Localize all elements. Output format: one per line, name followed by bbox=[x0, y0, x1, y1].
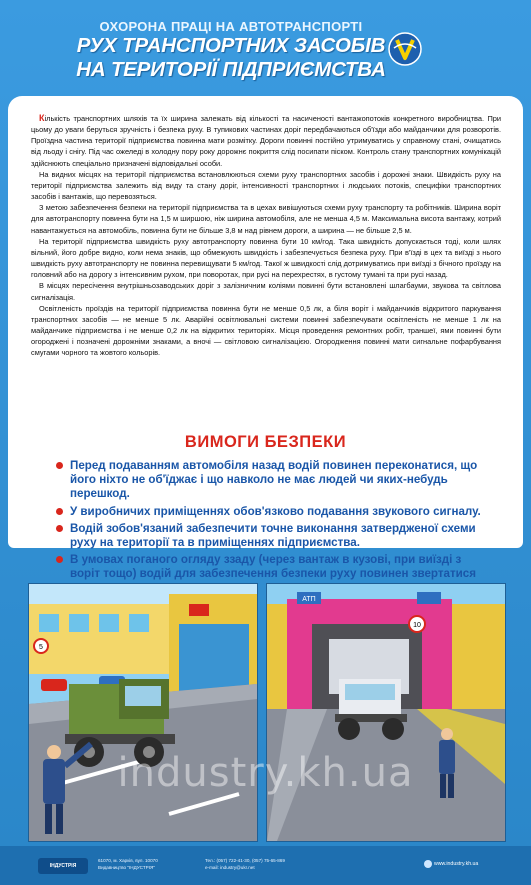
title-line-2: НА ТЕРИТОРІЇ ПІДПРИЄМСТВА bbox=[76, 58, 386, 81]
article-text bbox=[31, 113, 501, 358]
title-line-1: РУХ ТРАНСПОРТНИХ ЗАСОБІВ bbox=[76, 34, 386, 57]
globe-icon bbox=[424, 860, 432, 868]
emblem-icon bbox=[388, 32, 422, 66]
speed-sign-right: 10 bbox=[413, 622, 421, 629]
footer-website-link[interactable]: www.industry.kh.ua bbox=[434, 861, 479, 867]
bullet-icon bbox=[56, 508, 63, 515]
bullet-icon bbox=[56, 525, 63, 532]
footer bbox=[0, 846, 531, 885]
requirement-item: Водій зобов'язаний забезпечити точне виконання затвердженої схеми руху на території та в приміщеннях підприємства. bbox=[56, 522, 486, 550]
bullet-icon bbox=[56, 462, 63, 469]
requirement-item: В умовах поганого огляду ззаду (через вантаж в кузові, при виїзді з воріт тощо) водій для забезпечення безпеки руху повинен звертатися bbox=[56, 553, 486, 596]
bullet-icon bbox=[56, 556, 63, 563]
requirements-list bbox=[56, 459, 486, 599]
watermark: industry.kh.ua bbox=[117, 750, 414, 796]
footer-contacts: Тел.: (057) 722-41-30, (057) 75-65-869 e-mail: industry@ukr.net bbox=[205, 858, 285, 870]
illustration-right bbox=[266, 583, 506, 842]
paragraph-6: Освітленість проїздів на території підприємства повинна бути не менше 0,5 лк, а біля воріт і майданчиків відкритого паркування транспортних засобів — не менше 5 лк. Аварійні освітлювальні системи повинні забезпечувати освітленість не менше 1 лк на майданчике підприємства і не менше 0,2 лк на відкритих територіях. Місця проведення ремонтних робіт, траншеї, ями повинні бути огороджені і позначені дорожніми знаками, а вночі — світловою сигналізацією. Огородження повинні мати сигнальне пофарбування смугами чорного та жовтого кольорів. bbox=[31, 303, 501, 358]
paragraph-2: На видних місцях на території підприємства встановлюються схеми руху транспортних засобів і дорожні знаки. Швидкість руху на території підприємства залежить від виду та стану доріг, інтенсивності транспортних і людських потоків, специфіки транспортних засобів і вантажів, що перевозяться. bbox=[31, 169, 501, 202]
requirement-item: У виробничих приміщеннях обов'язково подавання звукового сигналу. bbox=[56, 505, 486, 519]
paragraph-3: З метою забезпечення безпеки на території підприємства та в цехах вивішуються схеми руху транспорту та робітників. Ширина воріт для автотранспорту повинна бути на 1,5 м ширшою, ніж ширина автомобіля, але не менша 4,5 м. Максимальна висота вантажу, котрий навантажується на автомобіль, повинна бути не більше 3,8 м над рівнем дороги, а ширина — не більше 2,5 м. bbox=[31, 203, 501, 235]
paragraph-1: Кількість транспортних шляхів та їх ширина залежать від кількості та насиченості вантажопотоків конкретного виробництва. При цьому до уваги беруться зручність і безпека руху. В тупикових частинах доріг передбачаються об'їзди або майданчики для розворотів. Проїздна частина території підприємства повинна мати розмітку. Дороги повинні постійно утримуватись у справному стані, очищатись від льоду і снігу. Під час ожеледі в холодну пору року дорожнє покриття слід посипати піском. Контроль стану транспортних комунікацій здійснюють спеціально призначені відповідальні особи. bbox=[31, 113, 501, 168]
publisher-logo: ІНДУСТРІЯ bbox=[38, 858, 88, 874]
drop-cap: К bbox=[39, 113, 45, 123]
speed-sign-left: 5 bbox=[39, 644, 43, 651]
garage-label-left: АТП bbox=[302, 596, 316, 603]
footer-address: 61070, м. Харків, вул. 10070 Видавництво "ІНДУСТРІЯ" bbox=[98, 858, 158, 870]
header-title bbox=[36, 34, 426, 82]
illustration-left bbox=[28, 583, 258, 842]
truck-entering-garage-illustration bbox=[267, 584, 505, 841]
paragraph-5: В місцях пересічення внутрішньозаводських доріг з залізничним коліями повинні бути встановлені шлагбауми, звукова та світлова сигналізація. bbox=[31, 281, 501, 302]
requirement-item: Перед подаванням автомобіля назад водій повинен переконатися, що його ніхто не об'їджає і що навколо не має людей чи яких-небудь перешкод. bbox=[56, 459, 486, 502]
requirements-title: ВИМОГИ БЕЗПЕКИ bbox=[184, 433, 347, 451]
paragraph-4: На території підприємства швидкість руху автотранспорту повинна бути 10 км/год. Така швидкість допускається тоді, коли шлях вільний, його добре видно, коли нема знаків, що обмежують швидкість і забезпечується безпека руху. При в'їзді в цех та виїзді з нього швидкість руху автотранспорту не повинна перевищувати 5 км/год. Такої ж швидкості слід дотримуватись при виїзді з бічного проїзду на головний або на дорогу з інтенсивним рухом, при поворотах, при русі на перехрестях, в густому тумані та при русі назад. bbox=[31, 236, 501, 280]
header-subtitle: ОХОРОНА ПРАЦІ НА АВТОТРАНСПОРТІ bbox=[99, 19, 363, 34]
truck-reversing-illustration bbox=[29, 584, 257, 841]
